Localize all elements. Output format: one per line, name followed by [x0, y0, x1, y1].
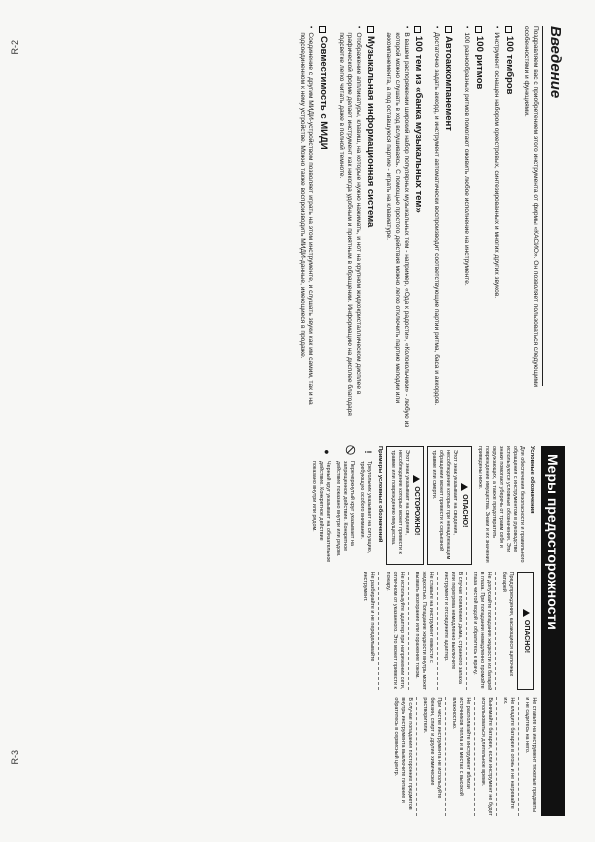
danger-label: ОПАСНО!: [461, 494, 469, 528]
bullet-icon: •: [463, 26, 471, 29]
checkbox-square-icon: [475, 26, 482, 33]
precaution-paragraph: В случае появления дыма, странного запаха или перегрева немедленно выключите инструмент и отсоедините адаптер.: [442, 571, 463, 684]
divider: [408, 572, 409, 691]
divider: [518, 697, 519, 816]
bullet-item: [297, 26, 314, 428]
section-title: [316, 26, 329, 428]
divider: [496, 697, 497, 816]
example-text: Перечеркнутый круг указывает на запрещенное действие. Конкретное действие показано внутри или рядом.: [335, 461, 356, 557]
example-symbol-icon: [344, 446, 355, 458]
symbols-intro: Для обеспечения безопасности и правильного обращения с инструментом в руководстве используются условные обозначения. Эти знаки помогают уберечь от травм себя и окружающих, а также предотвратить повреждение имущества. Знаки и их значения приведены ниже.: [477, 446, 526, 563]
intro-sections: [297, 26, 515, 428]
intro-title: Введение: [542, 26, 565, 386]
bullet-text: Достаточно задать аккорд, и инструмент автоматически воспроизводит соответствующие партии ритма, баса и аккордов.: [432, 32, 440, 406]
bullet-item: [431, 26, 440, 428]
section-title: [502, 26, 515, 428]
checkbox-square-icon: [414, 26, 421, 33]
precaution-paragraph: Не кладите батареи в огонь и не нагревайте их.: [501, 697, 515, 809]
divider: [466, 572, 467, 691]
precaution-paragraph: Не ставьте на инструмент емкости с жидкостью. Попадание жидкости внутрь может вызвать возгорание или поражение током.: [413, 571, 434, 690]
precaution-paragraph: При чистке инструмента не используйте бензин, спирт и другие химические растворители.: [421, 697, 442, 799]
example-text: Треугольник указывает на ситуацию, требующую особого внимания.: [359, 461, 373, 554]
divider: [416, 697, 417, 816]
intro-lead: Поздравляем вас с приобретением этого инструмента от фирмы «КАСИО». Он позволяет пользоваться следующими особенностями и функциями.: [523, 26, 540, 387]
danger-text: Этот знак указывает на сведения, несоблюдение которых при ненадлежащем обращении может привести к серьезной травме или смерти.: [431, 450, 459, 560]
precaution-paragraph: Вынимайте батареи, если инструмент не будет использоваться длительное время.: [479, 697, 493, 816]
section-title: [364, 26, 377, 428]
checkbox-square-icon: [505, 26, 512, 33]
bullet-text: Инструмент оснащен набором оркестровых, синтезированных и многих других звуков.: [493, 32, 501, 299]
divider: [445, 697, 446, 816]
precaution-paragraph: Не допускайте попадания жидкости из батарей в глаза. При попадании немедленно промойте глаза чистой водой и обратитесь к врачу.: [471, 571, 492, 691]
example-symbol-icon: !: [362, 450, 373, 454]
precaution-paragraph: Предупреждения, касающиеся щелочных батарей: [500, 571, 514, 677]
section-title-text: 100 тембров: [503, 36, 515, 95]
example-text: Черный круг указывает на обязательное действие. Конкретное действие показано внутри или рядом.: [311, 461, 332, 563]
section-title-text: 100 ритмов: [473, 36, 485, 90]
bullet-icon: •: [402, 26, 410, 29]
bullet-text: Отображение аппликатуры, клавиш, на которые нужно нажимать, и нот на крупном жидкокристаллическом дисплее в графической форме делает инструмент как никогда удобным и приятным в обращении. Информацию на дисплее благодаря подсветке легко читать даже в полной темноте.: [337, 32, 362, 416]
section-title-text: Музыкальная информационная система: [365, 36, 377, 228]
col2-danger-label: ОПАСНО!: [522, 619, 530, 654]
section-title-text: Автоаккомпанемент: [443, 36, 455, 131]
precaution-paragraph: В случае попадания посторонних предметов внутрь инструмента выключите питание и обратитесь в сервисный центр.: [392, 697, 413, 810]
section-title: [472, 26, 485, 428]
checkbox-square-icon: [319, 26, 326, 33]
precautions-page: [30, 446, 565, 816]
section-title: [442, 26, 455, 428]
divider: [437, 572, 438, 691]
checkbox-square-icon: [445, 26, 452, 33]
page-number-right: R-3: [10, 750, 20, 765]
examples-list: [310, 446, 372, 565]
warning-triangle-icon: [461, 483, 468, 491]
bullet-text: Соединение с другим МИДИ-устройством позволяет играть на этом инструменте, и слушать звуки как им самим, так и на подсоединенном к нему устройстве. Можно также воспроизводить МИДИ-данные, имеющиеся в продаже.: [298, 32, 315, 405]
bullet-icon: •: [307, 26, 315, 29]
bullet-item: [461, 26, 470, 428]
precautions-title: Меры предосторожности: [541, 446, 565, 816]
bullet-text: В вашем распоряжении широкий набор популярных музыкальных тем - например, «Ода к радости», «Колокольчики» - любую из которой можно слушать в ход вслушиваясь. С помощью простого действия можно легко отключить партию мелодии или аккомпанемента, а под оставшуюся партию - играть на клавиатуре.: [385, 32, 410, 428]
example-row: [334, 446, 355, 565]
divider: [474, 697, 475, 816]
col2-paragraphs: [361, 572, 513, 691]
rotated-spread: [30, 26, 565, 816]
page-number-left: R-2: [10, 40, 20, 55]
intro-page: [30, 26, 565, 428]
caution-label: ОСТОРОЖНО!: [413, 486, 421, 536]
caution-triangle-icon: [413, 475, 420, 483]
danger-box: [427, 446, 472, 565]
precaution-paragraph: Не разбирайте и не переделывайте инструмент.: [362, 571, 376, 662]
bullet-text: 100 разнообразных ритмов помогают оживить любое исполнение на инструменте.: [463, 32, 471, 286]
bullet-icon: •: [493, 26, 501, 29]
bullet-item: [383, 26, 409, 428]
precaution-paragraph: Не ставьте на инструмент тяжелые предметы и не садитесь на него.: [523, 697, 537, 812]
precautions-col-3: [307, 697, 537, 816]
bullet-item: [492, 26, 501, 428]
precautions-col-1: [307, 446, 537, 565]
caution-text: Этот знак указывает на сведения, несоблюдение которых может привести к травме или повреждению имущества.: [389, 450, 410, 554]
section-title-text: Совместимость с МИДИ: [317, 36, 329, 150]
divider: [495, 572, 496, 691]
precaution-paragraph: Не используйте адаптер при напряжении сети, отличном от указанного. Это может привести к пожару.: [384, 571, 405, 690]
section-title: [412, 26, 425, 428]
example-row: [358, 446, 372, 565]
examples-heading: Примеры условных обозначений: [376, 446, 383, 543]
precautions-col-2: [307, 572, 537, 691]
col3-paragraphs: [392, 697, 537, 816]
bullet-icon: •: [432, 26, 440, 29]
bullet-icon: •: [354, 26, 362, 29]
divider: [379, 572, 380, 691]
col2-danger-box: [517, 572, 534, 691]
example-symbol-icon: ●: [321, 449, 332, 455]
example-row: [310, 446, 331, 565]
precaution-paragraph: Не располагайте инструмент вблизи источников тепла и в местах с высокой влажностью.: [450, 697, 471, 796]
bullet-item: [336, 26, 362, 428]
checkbox-square-icon: [367, 26, 374, 33]
symbols-heading: Условные обозначения: [528, 446, 535, 514]
danger-triangle-icon: [523, 609, 530, 617]
caution-box: [386, 446, 424, 565]
section-title-text: 100 тем из «банка музыкальных тем»: [413, 36, 425, 213]
